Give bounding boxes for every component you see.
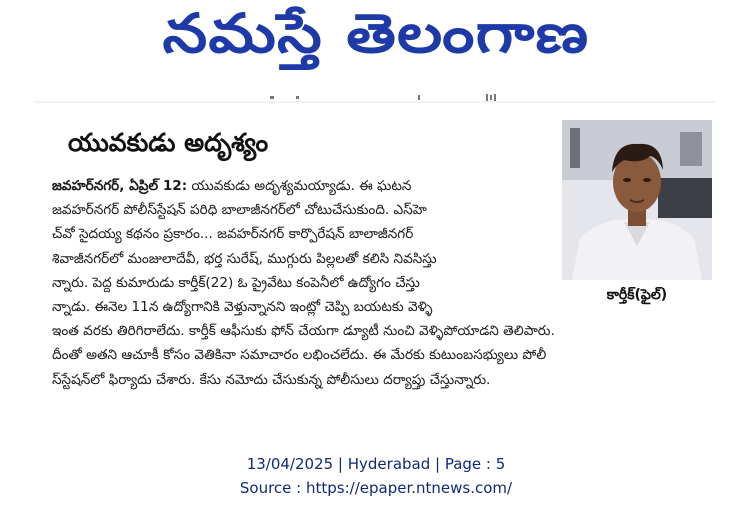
article-line: దీంతో అతని ఆచూకీ కోసం వెతికినా సమాచారం లభించలేదు. ఈ మేరకు కుటుంబసభ్యులు పోలీ bbox=[52, 347, 547, 364]
article-line: స్‌స్టేషన్‌లో ఫిర్యాదు చేశారు. కేసు నమోదు చేసుకున్న పోలీసులు దర్యాప్తు చేస్తున్నారు. bbox=[52, 371, 491, 388]
article-line: జవహర్‌నగర్, ఏప్రిల్ 12: యువకుడు అదృశ్యమయ్యాడు. ఈ ఘటన bbox=[52, 178, 412, 194]
article-headline: యువకుడు అదృశ్యం bbox=[68, 128, 269, 157]
news-clipping bbox=[34, 92, 716, 440]
newspaper-logo: నమస్తే తెలంగాణ bbox=[162, 1, 590, 65]
article-line: న్నారు. పెద్ద కుమారుడు కార్తీక్(22) ఓ ప్రైవేటు కంపెనీలో ఉద్యోగం చేస్తు bbox=[52, 274, 420, 291]
article-dateline: జవహర్‌నగర్, ఏప్రిల్ 12: bbox=[52, 178, 188, 194]
article-line: చ్‌వో సైదయ్య కథనం ప్రకారం... జవహర్‌నగర్ కార్పొరేషన్ బాలాజీనగర్ bbox=[52, 226, 414, 243]
article-body bbox=[52, 174, 716, 392]
source-link[interactable]: Source : https://epaper.ntnews.com/ bbox=[239, 479, 513, 497]
publication-info: 13/04/2025 | Hyderabad | Page : 5 bbox=[246, 455, 506, 473]
clipping-top-edge bbox=[34, 92, 716, 104]
article-line: శివాజీనగర్‌లో మంజులాదేవీ, భర్త సురేష్, ముగ్గురు పిల్లలతో కలిసి నివసిస్తు bbox=[52, 250, 437, 267]
article-line: జవహర్‌నగర్ పోలీస్‌స్టేషన్ పరిధి బాలాజీనగర్‌లో చోటుచేసుకుంది. ఎస్‌హె bbox=[52, 202, 427, 219]
article-line: ఇంత వరకు తిరిగిరాలేదు. కార్తీక్ ఆఫీసుకు ఫోన్ చేయగా డ్యూటీ నుంచి వెళ్ళిపోయాడని తెలిపారు. bbox=[52, 323, 555, 340]
masthead bbox=[0, 0, 752, 80]
source-footer bbox=[0, 452, 752, 500]
article-line: న్నాడు. ఈనెల 11న ఉద్యోగానికి వెళ్తున్నానని ఇంట్లో చెప్పి బయటకు వెళ్ళి bbox=[52, 299, 433, 316]
photo-caption: కార్తీక్(ఫైల్) bbox=[606, 287, 668, 303]
